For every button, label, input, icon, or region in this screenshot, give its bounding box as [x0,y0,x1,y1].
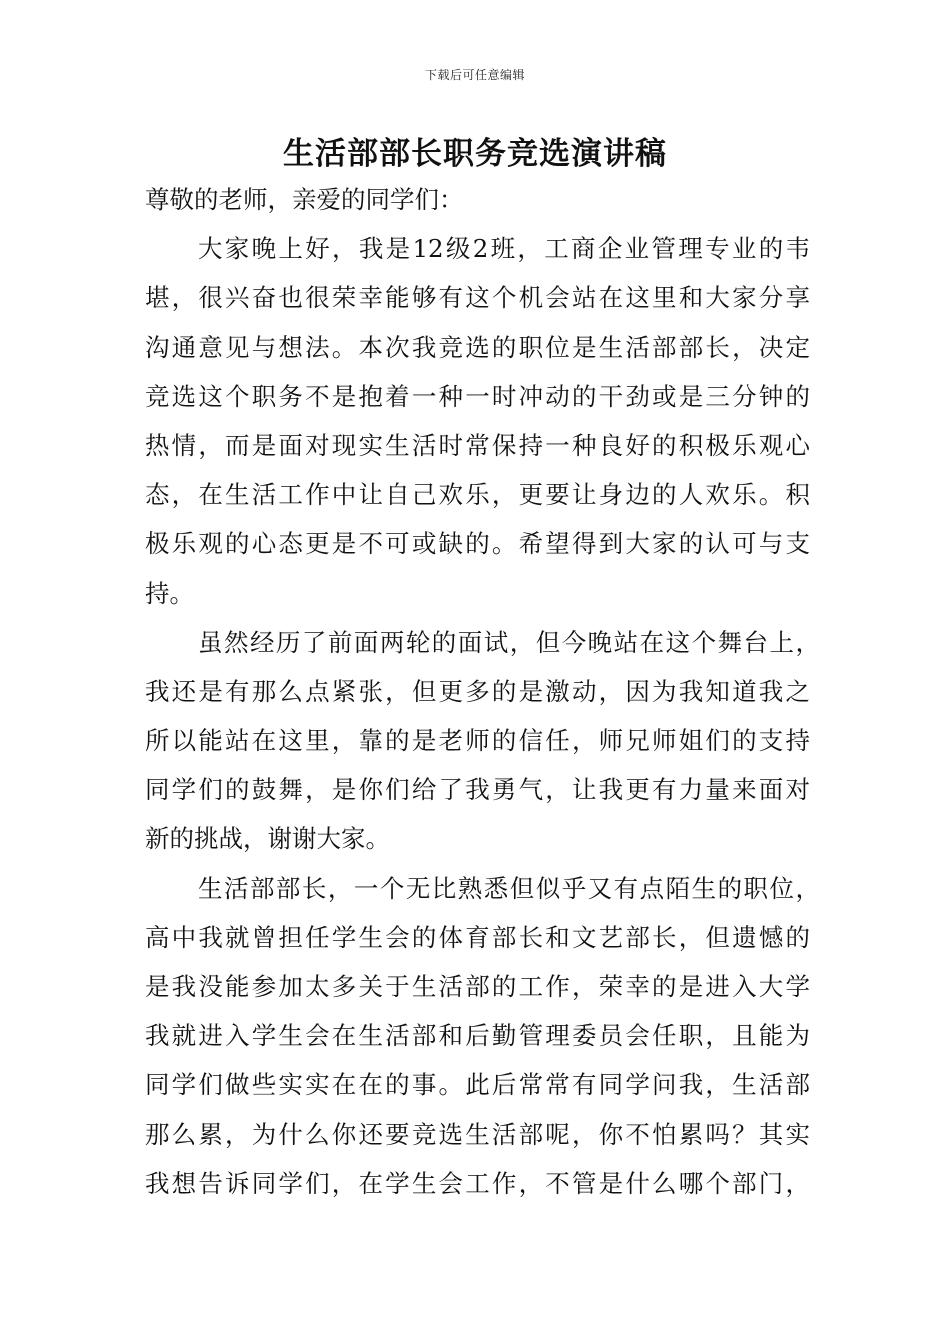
document-body [145,175,820,1208]
document-title: 生活部部长职务竞选演讲稿 [283,136,667,172]
paragraph-1-line: 持。 [145,578,194,608]
paragraph-2-line: 虽然经历了前面两轮的面试，但今晚站在这个舞台上， [198,627,820,657]
paragraph-3-line: 我就进入学生会在生活部和后勤管理委员会任职，且能为 [145,1021,810,1051]
paragraph-2-line: 我还是有那么点紧张，但更多的是激动，因为我知道我之 [145,676,810,706]
paragraph-1-line: 态，在生活工作中让自己欢乐，更要让身边的人欢乐。积 [145,480,810,510]
paragraph-2-line: 同学们的鼓舞，是你们给了我勇气，让我更有力量来面对 [145,775,810,805]
paragraph-3-line: 生活部部长，一个无比熟悉但似乎又有点陌生的职位， [198,873,820,903]
paragraph-3-line: 那么累，为什么你还要竞选生活部呢，你不怕累吗？其实 [145,1119,810,1149]
paragraph-3-line: 同学们做些实实在在的事。此后常常有同学问我，生活部 [145,1070,810,1100]
paragraph-1-line: 沟通意见与想法。本次我竞选的职位是生活部部长，决定 [145,332,810,362]
paragraph-1-line: 极乐观的心态更是不可或缺的。希望得到大家的认可与支 [145,529,810,559]
paragraph-1-line: 竞选这个职务不是抱着一种一时冲动的干劲或是三分钟的 [145,381,810,411]
salutation: 尊敬的老师，亲爱的同学们： [145,185,464,214]
paragraph-3-line: 我想告诉同学们，在学生会工作，不管是什么哪个部门， [145,1168,810,1198]
paragraph-3-line: 高中我就曾担任学生会的体育部长和文艺部长，但遗憾的 [145,922,810,952]
paragraph-1-line: 大家晚上好，我是12级2班，工商企业管理专业的韦 [198,234,810,264]
paragraph-2-line: 新的挑战，谢谢大家。 [145,824,390,854]
paragraph-2-line: 所以能站在这里，靠的是老师的信任，师兄师姐们的支持 [145,726,810,756]
page-header: 下载后可任意编辑 [424,68,525,82]
paragraph-3-line: 是我没能参加太多关于生活部的工作，荣幸的是进入大学 [145,972,810,1001]
paragraph-1-line: 堪，很兴奋也很荣幸能够有这个机会站在这里和大家分享 [145,283,810,313]
paragraph-1-line: 热情，而是面对现实生活时常保持一种良好的积极乐观心 [145,430,810,460]
